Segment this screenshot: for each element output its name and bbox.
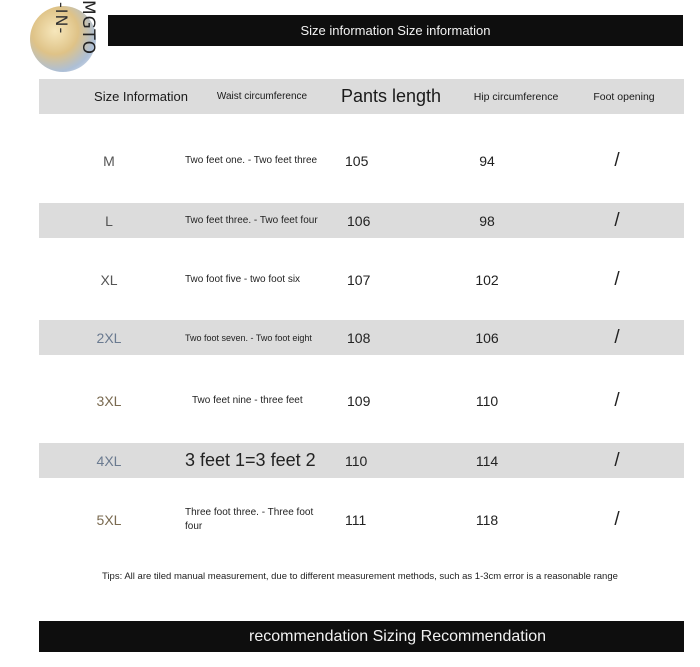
table-row <box>39 138 684 183</box>
size-cell: 4XL <box>96 452 122 469</box>
header-size: Size Information <box>94 89 188 104</box>
logo-text: MGTO <box>78 0 98 55</box>
size-cell: 2XL <box>96 329 122 346</box>
header-hip: Hip circumference <box>473 90 559 103</box>
table-row <box>39 257 684 302</box>
hip-cell: 98 <box>479 212 495 229</box>
foot-opening-cell: / <box>614 389 620 411</box>
sizing-recommendation-bar <box>39 621 684 652</box>
recommendation-title: recommendation Sizing Recommendation <box>249 628 547 645</box>
size-cell: M <box>103 152 115 169</box>
length-cell: 106 <box>347 212 371 229</box>
length-cell: 111 <box>345 511 367 528</box>
waist-cell: Three foot three. - Three foot four <box>185 506 314 532</box>
hip-cell: 110 <box>475 392 499 409</box>
foot-opening-cell: / <box>614 449 620 471</box>
length-cell: 110 <box>345 452 368 469</box>
table-row <box>39 203 684 238</box>
foot-opening-cell: / <box>614 268 620 290</box>
foot-opening-cell: / <box>614 326 620 348</box>
waist-cell: Two feet one. - Two feet three <box>185 155 318 166</box>
size-cell: 3XL <box>96 392 122 409</box>
table-row <box>39 443 684 478</box>
foot-opening-cell: / <box>614 149 620 171</box>
size-information-title-bar <box>108 15 683 46</box>
hip-cell: 94 <box>479 152 495 169</box>
header-pants-length: Pants length <box>340 86 442 106</box>
header-foot-opening: Foot opening <box>593 90 655 103</box>
measurement-tips: Tips: All are tiled manual measurement, due to different measurement methods, such as 1-3cm error is a reasonable range <box>102 571 618 582</box>
size-cell: L <box>105 212 113 229</box>
table-row <box>39 320 684 355</box>
table-row <box>39 497 684 542</box>
waist-cell: Two feet nine - three feet <box>192 395 303 406</box>
length-cell: 108 <box>347 329 371 346</box>
logo-text-tail: -IN- <box>52 2 71 35</box>
hip-cell: 118 <box>475 511 499 528</box>
table-header <box>39 79 684 114</box>
table-row <box>39 378 684 423</box>
title-text: Size information Size information <box>300 23 491 38</box>
size-cell: 5XL <box>96 511 122 528</box>
waist-cell: 3 feet 1=3 feet 2 <box>185 450 316 470</box>
hip-cell: 114 <box>475 452 499 469</box>
hip-cell: 106 <box>475 329 499 346</box>
length-cell: 107 <box>347 271 371 288</box>
brand-logo <box>22 0 108 78</box>
length-cell: 105 <box>345 152 369 169</box>
header-waist: Waist circumference <box>216 91 308 102</box>
waist-cell: Two foot five - two foot six <box>185 274 301 285</box>
waist-cell: Two foot seven. - Two foot eight <box>185 332 312 343</box>
foot-opening-cell: / <box>614 209 620 231</box>
foot-opening-cell: / <box>614 508 620 530</box>
hip-cell: 102 <box>475 271 499 288</box>
size-cell: XL <box>100 271 118 288</box>
length-cell: 109 <box>347 392 371 409</box>
waist-cell: Two feet three. - Two feet four <box>185 215 318 226</box>
